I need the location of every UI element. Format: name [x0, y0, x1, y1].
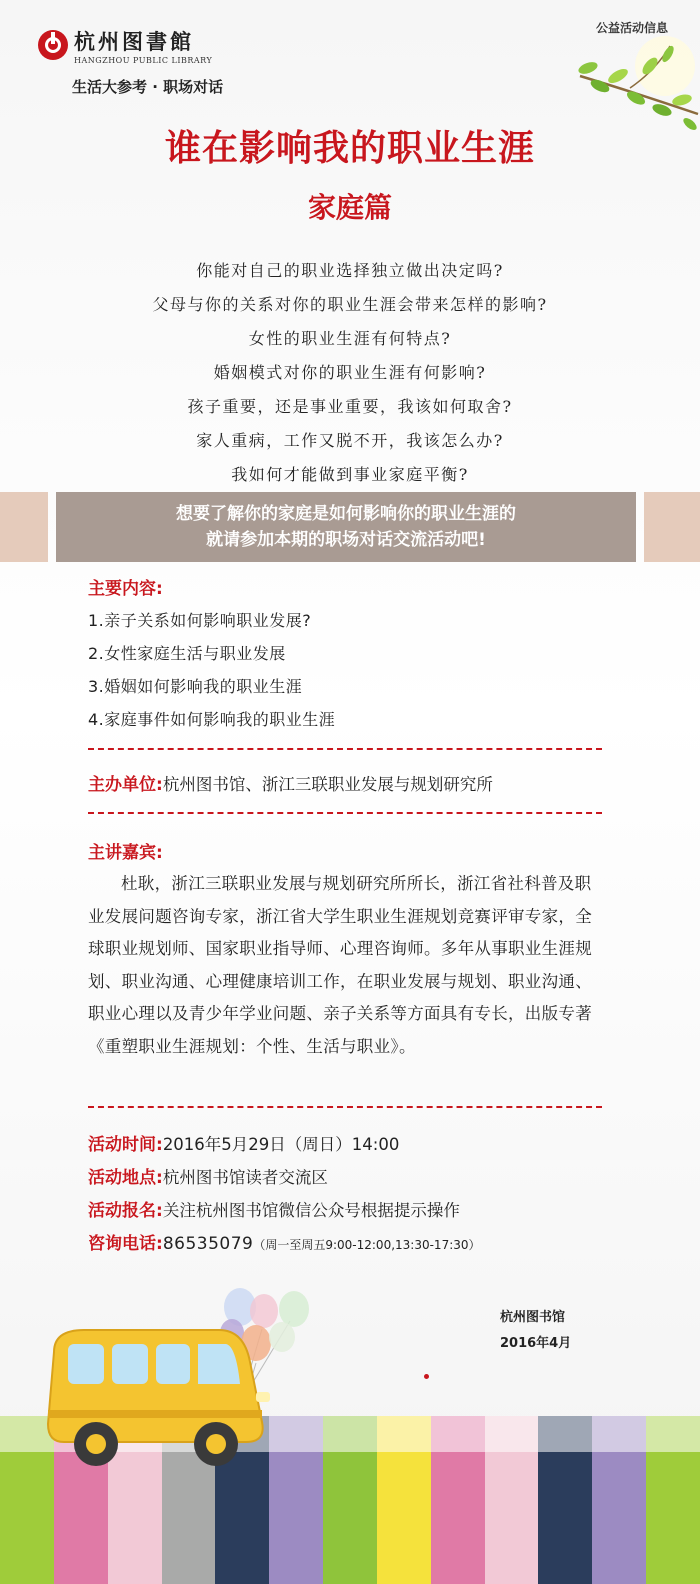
decorative-dot	[424, 1374, 429, 1379]
page-subtitle: 家庭篇	[307, 191, 392, 224]
list-item: 4.家庭事件如何影响我的职业生涯	[88, 710, 336, 729]
corner-label: 公益活动信息	[595, 21, 668, 35]
event-time-value: 2016年5月29日（周日）14:00	[162, 1135, 400, 1154]
event-place-label: 活动地点:	[88, 1168, 163, 1188]
list-item: 父母与你的关系对你的职业生涯会带来怎样的影响?	[152, 295, 548, 314]
color-stripe	[592, 1416, 646, 1584]
event-place-value: 杭州图书馆读者交流区	[162, 1168, 328, 1187]
event-phone-note: （周一至周五9:00-12:00,13:30-17:30）	[253, 1238, 481, 1252]
banner-side-right	[644, 492, 700, 562]
divider	[88, 748, 602, 750]
main-content-list	[88, 604, 335, 736]
signature-org: 杭州图书馆	[500, 1310, 566, 1325]
banner-line-1: 想要了解你的家庭是如何影响你的职业生涯的	[176, 504, 516, 524]
event-time-row	[88, 1131, 399, 1159]
list-item: 3.婚姻如何影响我的职业生涯	[88, 677, 303, 696]
list-item: 婚姻模式对你的职业生涯有何影响?	[213, 363, 487, 382]
event-phone-row	[88, 1230, 481, 1258]
color-stripe	[431, 1416, 485, 1584]
list-item: 1.亲子关系如何影响职业发展?	[88, 611, 312, 630]
event-phone-label: 咨询电话:	[88, 1234, 163, 1254]
divider	[88, 1106, 602, 1108]
list-item: 家人重病，工作又脱不开，我该怎么办?	[196, 431, 504, 450]
color-stripe	[377, 1416, 431, 1584]
color-stripe	[646, 1416, 700, 1584]
library-logo-icon	[38, 30, 68, 60]
list-item: 2.女性家庭生活与职业发展	[88, 644, 286, 663]
divider	[88, 812, 602, 814]
speaker-label: 主讲嘉宾:	[88, 843, 163, 863]
organizer-row	[88, 770, 493, 795]
event-signup-row	[88, 1197, 460, 1225]
tagline: 生活大参考 · 职场对话	[72, 78, 224, 96]
event-time-label: 活动时间:	[88, 1135, 163, 1155]
list-item: 你能对自己的职业选择独立做出决定吗?	[196, 261, 504, 280]
organizer-label: 主办单位:	[88, 775, 163, 795]
logo-name-cn: 杭州图書館	[74, 29, 194, 54]
event-signup-value: 关注杭州图书馆微信公众号根据提示操作	[162, 1201, 460, 1220]
list-item: 孩子重要，还是事业重要，我该如何取舍?	[187, 397, 513, 416]
organizer-value: 杭州图书馆、浙江三联职业发展与规划研究所	[162, 775, 493, 794]
leaf-branch-icon	[570, 36, 700, 136]
page-title: 谁在影响我的职业生涯	[164, 127, 535, 169]
main-content-label: 主要内容:	[88, 579, 163, 599]
event-signup-label: 活动报名:	[88, 1201, 163, 1221]
banner-side-left	[0, 492, 48, 562]
list-item: 我如何才能做到事业家庭平衡?	[231, 465, 469, 484]
question-list	[0, 254, 700, 492]
color-stripe	[485, 1416, 539, 1584]
invite-banner	[56, 492, 636, 562]
banner-line-2: 就请参加本期的职场对话交流活动吧!	[206, 530, 486, 550]
color-stripe	[538, 1416, 592, 1584]
list-item: 女性的职业生涯有何特点?	[248, 329, 452, 348]
speaker-bio: 杜耿，浙江三联职业发展与规划研究所所长，浙江省社科普及职业发展问题咨询专家，浙江省大学生职业生涯规划竞赛评审专家，全球职业规划师、国家职业指导师、心理咨询师。多年从事职业生涯规划、职业沟通、心理健康培训工作，在职业发展与规划、职业沟通、职业心理以及青少年学业问题、亲子关系等方面具有专长，出版专著《重塑职业生涯规划：个性、生活与职业》。	[88, 874, 592, 1056]
event-place-row	[88, 1164, 328, 1192]
bus-icon	[34, 1292, 284, 1492]
logo-name-en: HANGZHOU PUBLIC LIBRARY	[74, 56, 213, 65]
event-phone-value: 86535079	[162, 1234, 254, 1254]
color-stripe	[323, 1416, 377, 1584]
signature-date: 2016年4月	[500, 1336, 572, 1351]
library-logo	[38, 30, 218, 74]
